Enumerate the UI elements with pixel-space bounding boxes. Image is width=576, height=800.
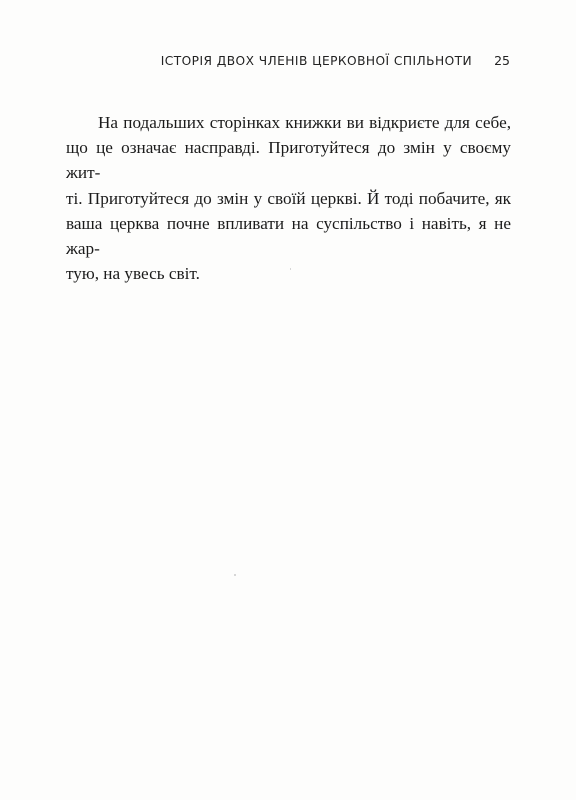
running-head-title: ІСТОРІЯ ДВОХ ЧЛЕНІВ ЦЕРКОВНОЇ СПІЛЬНОТИ [160, 54, 473, 68]
page-number: 25 [494, 53, 510, 68]
body-paragraph [66, 110, 511, 286]
paragraph-line: На подальших сторінках книжки ви відкриєте для себе, [98, 113, 511, 132]
paper-speck [234, 574, 236, 576]
paragraph-line: ті. Приготуйтеся до змін у своїй церкві. Й тоді побачите, як [66, 188, 511, 208]
paragraph-line: тую, на увесь світ. [66, 264, 200, 284]
paper-speck [290, 268, 291, 270]
paragraph-line: що це означає насправді. Приготуйтеся до змін у своєму жит- [66, 138, 511, 183]
paragraph-line: ваша церква почне впливати на суспільство і навіть, я не жар- [66, 213, 511, 259]
running-header [100, 53, 510, 68]
